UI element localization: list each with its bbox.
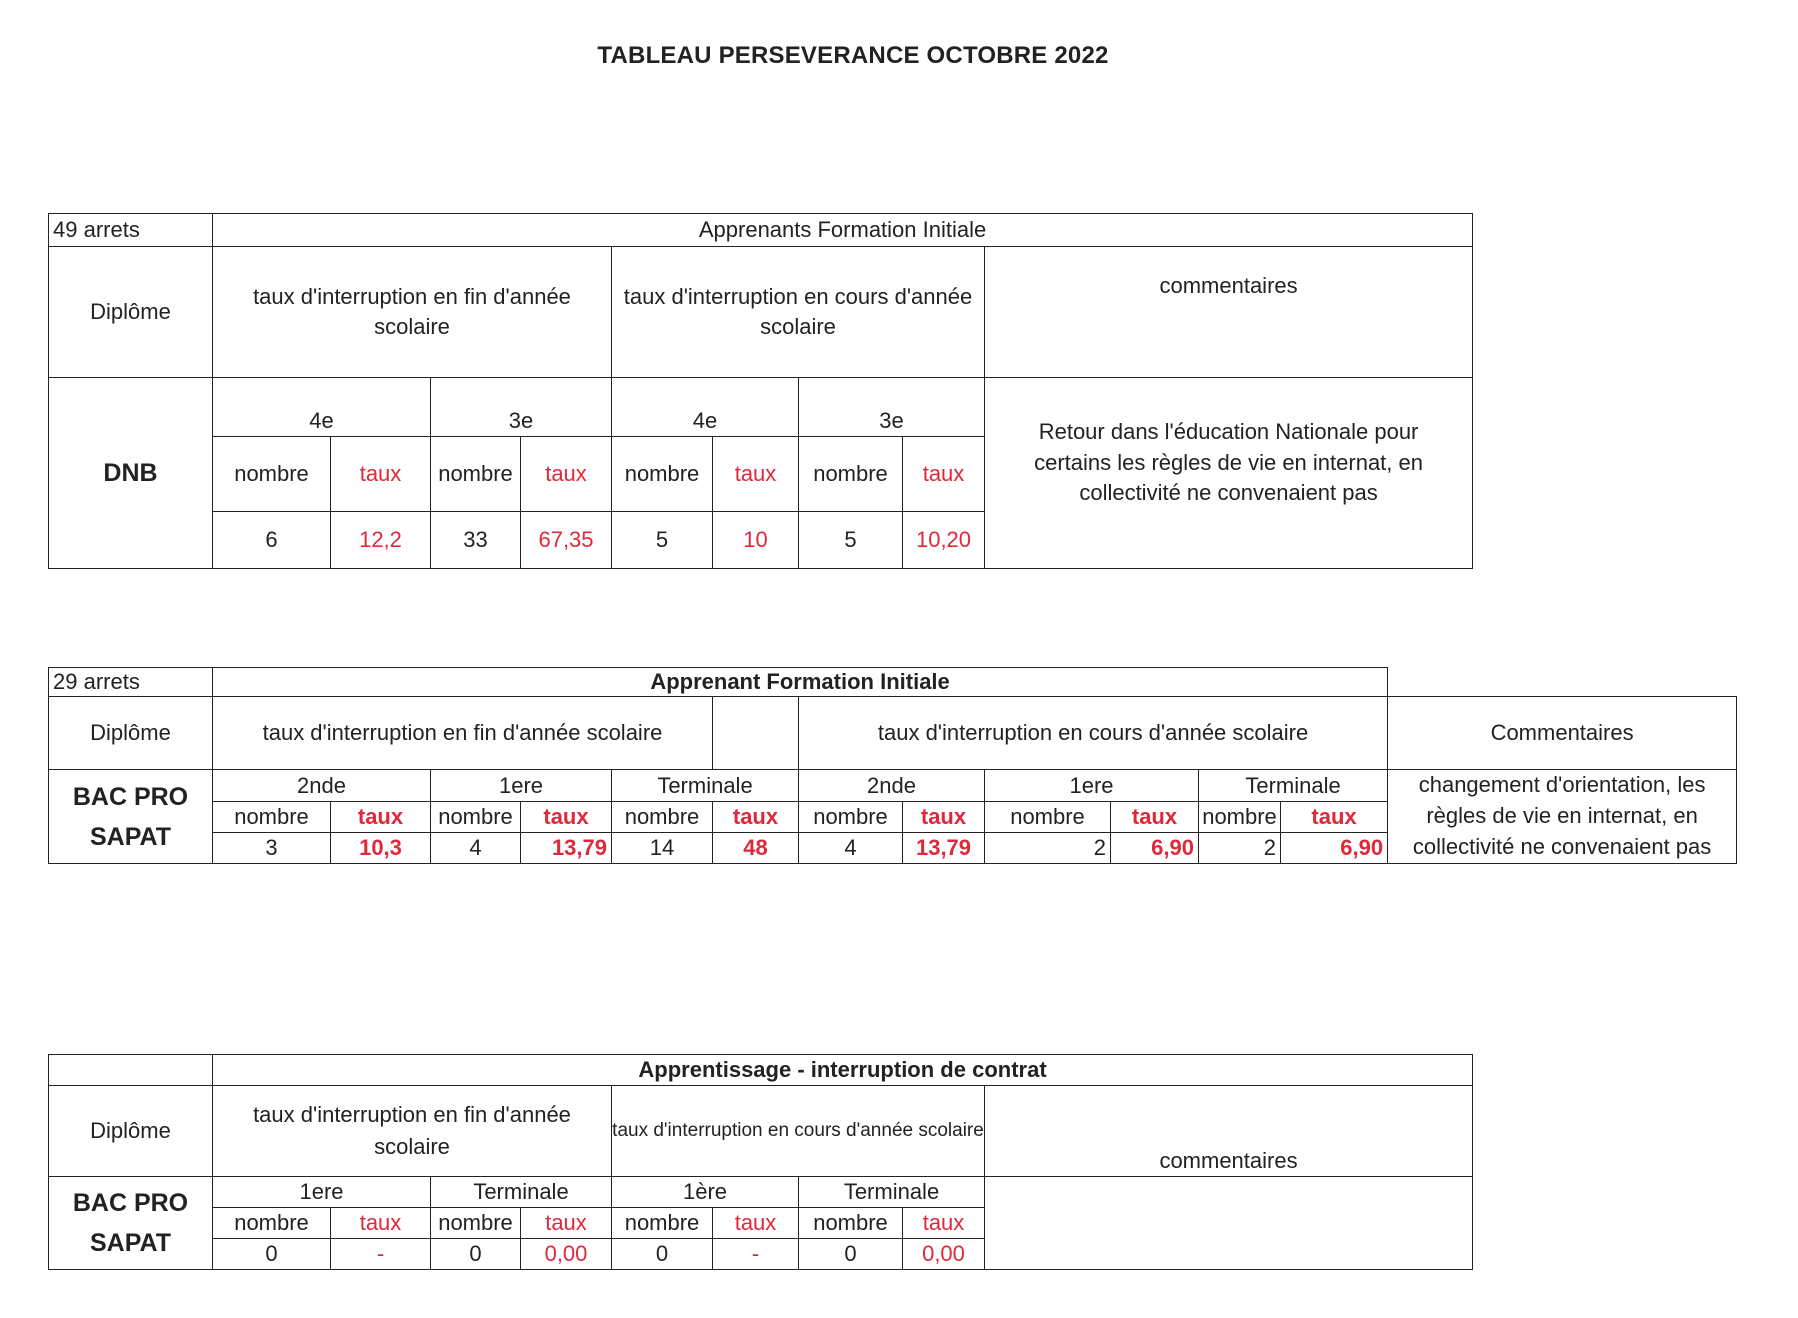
col-header-fin-annee: taux d'interruption en fin d'année scolaire bbox=[213, 1086, 612, 1177]
col-header-cours-annee: taux d'interruption en cours d'année scolaire bbox=[612, 247, 985, 378]
value-taux: 12,2 bbox=[331, 512, 431, 569]
table-dnb bbox=[48, 213, 1473, 569]
col-header-cours-annee: taux d'interruption en cours d'année scolaire bbox=[612, 1086, 985, 1177]
value-taux: 13,79 bbox=[903, 833, 985, 864]
value-taux: 13,79 bbox=[521, 833, 612, 864]
value-nombre: 4 bbox=[799, 833, 903, 864]
page-title: TABLEAU PERSEVERANCE OCTOBRE 2022 bbox=[597, 42, 1109, 69]
sub-header-taux: taux bbox=[331, 1208, 431, 1239]
arrets-count: 49 arrets bbox=[49, 214, 213, 247]
arrets-count: 29 arrets bbox=[49, 668, 213, 697]
level-label: Terminale bbox=[799, 1177, 985, 1208]
diplome-line-2: SAPAT bbox=[89, 822, 172, 851]
value-taux: 10 bbox=[713, 512, 799, 569]
sub-header-taux: taux bbox=[521, 437, 612, 512]
table-bac-pro-formation-initiale bbox=[48, 667, 1737, 864]
sub-header-taux: taux bbox=[713, 437, 799, 512]
col-header-cours-annee: taux d'interruption en cours d'année scolaire bbox=[799, 697, 1388, 770]
sub-header-nombre: nombre bbox=[799, 1208, 903, 1239]
value-taux: - bbox=[331, 1239, 431, 1270]
value-taux: 10,20 bbox=[903, 512, 985, 569]
level-label: Terminale bbox=[431, 1177, 612, 1208]
sub-header-taux: taux bbox=[713, 802, 799, 833]
value-nombre: 2 bbox=[1199, 833, 1281, 864]
value-taux: 6,90 bbox=[1111, 833, 1199, 864]
value-taux: 0,00 bbox=[903, 1239, 985, 1270]
sub-header-nombre: nombre bbox=[431, 1208, 521, 1239]
sub-header-taux: taux bbox=[521, 802, 612, 833]
sub-header-nombre: nombre bbox=[612, 437, 713, 512]
level-label: 3e bbox=[799, 378, 985, 437]
level-label: 4e bbox=[612, 378, 799, 437]
empty-cell bbox=[713, 697, 799, 770]
value-nombre: 5 bbox=[799, 512, 903, 569]
sub-header-nombre: nombre bbox=[985, 802, 1111, 833]
sub-header-nombre: nombre bbox=[213, 1208, 331, 1239]
value-nombre: 0 bbox=[213, 1239, 331, 1270]
sub-header-nombre: nombre bbox=[612, 802, 713, 833]
comment-cell: Retour dans l'éducation Nationale pour certains les règles de vie en internat, en collectivité ne convenaient pas bbox=[985, 378, 1473, 569]
col-header-commentaires: commentaires bbox=[985, 1086, 1473, 1177]
sub-header-nombre: nombre bbox=[213, 437, 331, 512]
sub-header-taux: taux bbox=[713, 1208, 799, 1239]
value-taux: 67,35 bbox=[521, 512, 612, 569]
value-taux: 6,90 bbox=[1281, 833, 1388, 864]
sub-header-taux: taux bbox=[331, 802, 431, 833]
value-taux: - bbox=[713, 1239, 799, 1270]
value-nombre: 14 bbox=[612, 833, 713, 864]
comment-cell bbox=[985, 1177, 1473, 1270]
value-nombre: 3 bbox=[213, 833, 331, 864]
value-taux: 10,3 bbox=[331, 833, 431, 864]
value-nombre: 6 bbox=[213, 512, 331, 569]
section-header: Apprentissage - interruption de contrat bbox=[213, 1055, 1473, 1086]
sub-header-taux: taux bbox=[903, 437, 985, 512]
sub-header-taux: taux bbox=[903, 802, 985, 833]
comment-cell: changement d'orientation, les règles de vie en internat, en collectivité ne convenaient pas bbox=[1388, 770, 1737, 864]
level-label: 1ere bbox=[213, 1177, 431, 1208]
value-taux: 48 bbox=[713, 833, 799, 864]
col-header-fin-annee: taux d'interruption en fin d'année scolaire bbox=[213, 697, 713, 770]
diplome-line-1: BAC PRO bbox=[72, 782, 189, 811]
value-nombre: 4 bbox=[431, 833, 521, 864]
diplome-header: Diplôme bbox=[49, 247, 213, 378]
level-label: 2nde bbox=[213, 770, 431, 802]
sub-header-nombre: nombre bbox=[1199, 802, 1281, 833]
section-header: Apprenant Formation Initiale bbox=[213, 668, 1388, 697]
sub-header-taux: taux bbox=[1281, 802, 1388, 833]
blank-cell bbox=[1388, 668, 1737, 697]
col-header-commentaires: Commentaires bbox=[1388, 697, 1737, 770]
diplome-name: DNB bbox=[49, 378, 213, 569]
sub-header-nombre: nombre bbox=[431, 437, 521, 512]
sub-header-nombre: nombre bbox=[612, 1208, 713, 1239]
level-label: 1ere bbox=[431, 770, 612, 802]
sub-header-taux: taux bbox=[1111, 802, 1199, 833]
sub-header-nombre: nombre bbox=[431, 802, 521, 833]
value-nombre: 0 bbox=[612, 1239, 713, 1270]
sub-header-taux: taux bbox=[903, 1208, 985, 1239]
level-label: 1ère bbox=[612, 1177, 799, 1208]
level-label: 4e bbox=[213, 378, 431, 437]
table-apprentissage bbox=[48, 1054, 1473, 1270]
sub-header-nombre: nombre bbox=[213, 802, 331, 833]
level-label: 2nde bbox=[799, 770, 985, 802]
value-nombre: 33 bbox=[431, 512, 521, 569]
col-header-commentaires: commentaires bbox=[985, 247, 1473, 378]
col-header-fin-annee: taux d'interruption en fin d'année scolaire bbox=[213, 247, 612, 378]
value-nombre: 0 bbox=[799, 1239, 903, 1270]
diplome-line-1: BAC PRO bbox=[72, 1189, 189, 1217]
section-header: Apprenants Formation Initiale bbox=[213, 214, 1473, 247]
diplome-name bbox=[49, 1177, 213, 1270]
sub-header-nombre: nombre bbox=[799, 437, 903, 512]
value-taux: 0,00 bbox=[521, 1239, 612, 1270]
level-label: 1ere bbox=[985, 770, 1199, 802]
sub-header-taux: taux bbox=[331, 437, 431, 512]
level-label: Terminale bbox=[612, 770, 799, 802]
level-label: Terminale bbox=[1199, 770, 1388, 802]
diplome-line-2: SAPAT bbox=[89, 1229, 172, 1257]
empty-cell bbox=[49, 1055, 213, 1086]
diplome-header: Diplôme bbox=[49, 697, 213, 770]
level-label: 3e bbox=[431, 378, 612, 437]
diplome-name bbox=[49, 770, 213, 864]
diplome-header: Diplôme bbox=[49, 1086, 213, 1177]
value-nombre: 5 bbox=[612, 512, 713, 569]
value-nombre: 2 bbox=[985, 833, 1111, 864]
sub-header-nombre: nombre bbox=[799, 802, 903, 833]
sub-header-taux: taux bbox=[521, 1208, 612, 1239]
value-nombre: 0 bbox=[431, 1239, 521, 1270]
